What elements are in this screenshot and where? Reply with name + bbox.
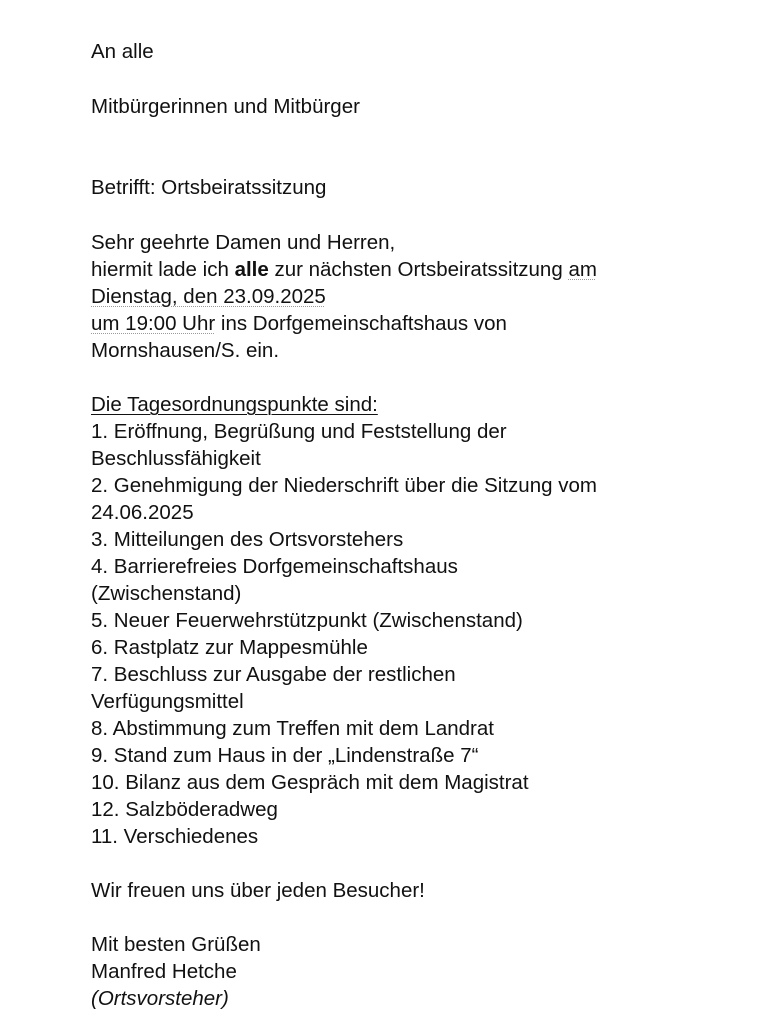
agenda-item: (Zwischenstand) <box>91 582 242 605</box>
agenda-item: 11. Verschiedenes <box>91 825 259 848</box>
signer-title: (Ortsvorsteher) <box>91 987 229 1010</box>
greeting-line: Sehr geehrte Damen und Herren, <box>91 231 396 254</box>
agenda-item: 12. Salzböderadweg <box>91 798 278 821</box>
meeting-date-text: Dienstag, den 23.09.2025 <box>91 285 326 308</box>
recipient-line: An alle <box>91 40 154 63</box>
meeting-time: um 19:00 Uhr <box>91 312 216 335</box>
agenda-item: 8. Abstimmung zum Treffen mit dem Landrat <box>91 717 494 740</box>
invitation-line <box>91 258 597 282</box>
agenda-item: 10. Bilanz aus dem Gespräch mit dem Magistrat <box>91 771 529 794</box>
agenda-item: 24.06.2025 <box>91 501 194 524</box>
agenda-item: 9. Stand zum Haus in der „Lindenstraße 7“ <box>91 744 479 767</box>
signer-name: Manfred Hetche <box>91 960 237 983</box>
agenda-item: Verfügungsmittel <box>91 690 244 713</box>
meeting-date <box>91 285 326 309</box>
agenda-item: 5. Neuer Feuerwehrstützpunkt (Zwischenstand) <box>91 609 523 632</box>
agenda-item: 2. Genehmigung der Niederschrift über die Sitzung vom <box>91 474 597 497</box>
invite-bold-word: alle <box>234 258 269 281</box>
meeting-location: ins Dorfgemeinschaftshaus von <box>215 312 507 335</box>
closing-statement: Wir freuen uns über jeden Besucher! <box>91 879 425 902</box>
closing-line: Mit besten Grüßen <box>91 933 261 956</box>
agenda-item: 7. Beschluss zur Ausgabe der restlichen <box>91 663 456 686</box>
agenda-item: 6. Rastplatz zur Mappesmühle <box>91 636 368 659</box>
invite-prefix: hiermit lade ich <box>91 258 235 281</box>
agenda-item: 4. Barrierefreies Dorfgemeinschaftshaus <box>91 555 458 578</box>
invite-suffix: zur nächsten Ortsbeiratssitzung <box>268 258 569 281</box>
agenda-heading: Die Tagesordnungspunkte sind: <box>91 393 378 416</box>
agenda-item: 1. Eröffnung, Begrüßung und Feststellung der <box>91 420 507 443</box>
meeting-time-location <box>91 312 507 336</box>
invite-am: am <box>568 258 597 281</box>
agenda-item: 3. Mitteilungen des Ortsvorstehers <box>91 528 404 551</box>
subject-line: Betrifft: Ortsbeiratssitzung <box>91 176 327 199</box>
agenda-item: Beschlussfähigkeit <box>91 447 261 470</box>
recipients-line: Mitbürgerinnen und Mitbürger <box>91 95 360 118</box>
meeting-location-line2: Mornshausen/S. ein. <box>91 339 280 362</box>
